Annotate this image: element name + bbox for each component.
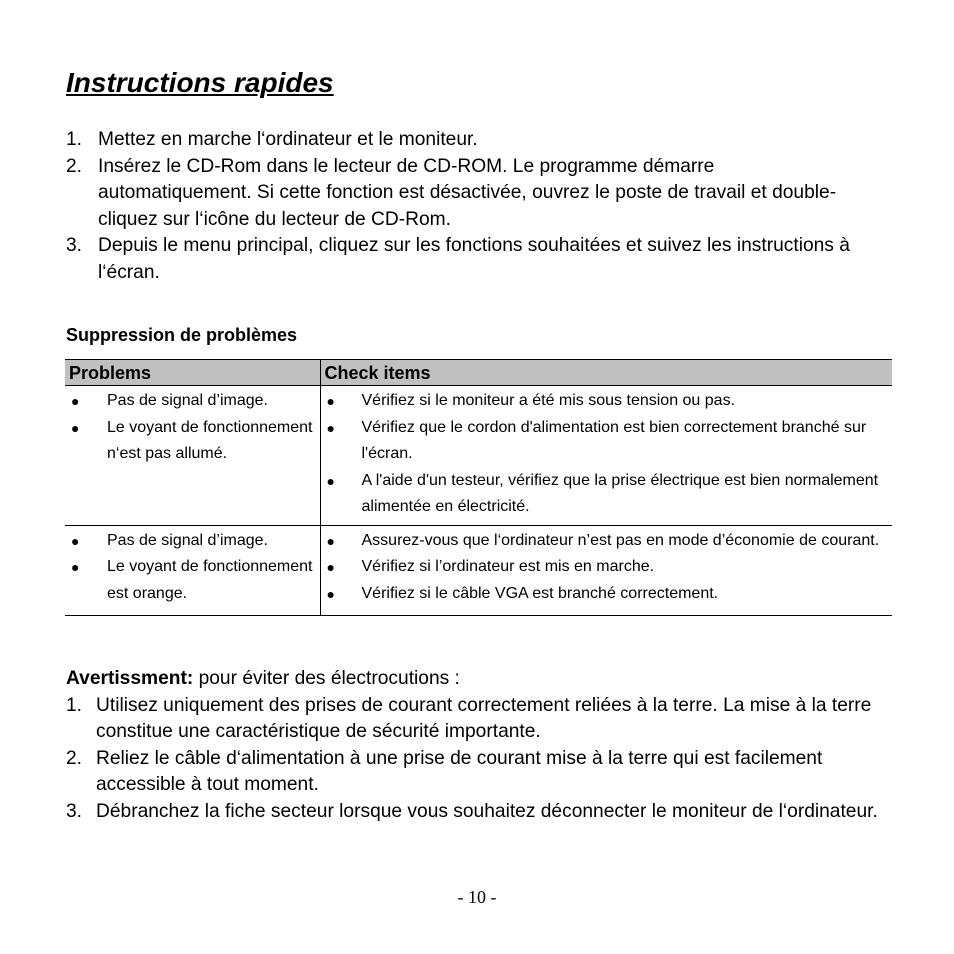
bullet-icon: ● xyxy=(326,532,335,549)
list-item xyxy=(321,415,893,468)
warning-number: 1. xyxy=(66,694,83,716)
list-item xyxy=(321,581,893,608)
step-item xyxy=(66,154,866,234)
warning-label: Avertissment: xyxy=(66,668,194,689)
bullet-icon: ● xyxy=(326,585,335,602)
problems-header: Problems xyxy=(65,360,320,386)
bullet-icon: ● xyxy=(326,419,335,436)
warning-text: Reliez le câble d‘alimentation à une prise de courant mise à la terre qui est facilement accessible à tout moment. xyxy=(96,747,823,795)
step-number: 3. xyxy=(66,235,83,256)
problem-text: Pas de signal d’image. xyxy=(107,392,268,409)
table-row xyxy=(65,386,892,526)
bullet-icon: ● xyxy=(326,472,335,489)
bullet-icon: ● xyxy=(71,419,80,436)
problem-text: Le voyant de fonctionnement est orange. xyxy=(107,558,313,602)
check-text: Vérifiez si l’ordinateur est mis en marche. xyxy=(361,558,655,575)
step-number: 1. xyxy=(66,129,83,150)
list-item xyxy=(65,554,320,607)
step-item xyxy=(66,127,866,154)
problems-cell xyxy=(65,525,320,616)
problems-cell xyxy=(65,386,320,526)
list-item xyxy=(65,388,320,415)
check-items-cell xyxy=(320,386,892,526)
warning-item xyxy=(66,799,896,826)
warning-lead xyxy=(66,666,896,693)
check-text: Assurez-vous que l‘ordinateur n’est pas en mode d’économie de courant. xyxy=(361,531,880,549)
troubleshooting-table xyxy=(65,359,892,616)
page-title: Instructions rapides xyxy=(66,67,334,98)
warning-text: Utilisez uniquement des prises de courant correctement reliées à la terre. La mise à la terre constitue une caractéristique de sécurité importante. xyxy=(96,694,872,742)
bullet-icon: ● xyxy=(326,393,335,409)
step-text: Insérez le CD-Rom dans le lecteur de CD-ROM. Le programme démarre automatiquement. Si cette fonction est désactivée, ouvrez le poste de travail et double-cliquez sur l‘icône du lecteur de CD-Rom. xyxy=(98,155,837,230)
list-item xyxy=(65,528,320,555)
bullet-icon: ● xyxy=(326,559,335,575)
warning-item xyxy=(66,693,896,746)
check-items-cell xyxy=(320,525,892,616)
check-text: A l'aide d'un testeur, vérifiez que la prise électrique est bien normalement alimentée en électricité. xyxy=(361,471,879,515)
table-row xyxy=(65,525,892,616)
list-item xyxy=(65,415,320,468)
warning-intro: pour éviter des électrocutions : xyxy=(193,668,460,689)
troubleshooting-title: Suppression de problèmes xyxy=(66,325,298,345)
check-text: Vérifiez si le câble VGA est branché correctement. xyxy=(361,584,719,602)
bullet-icon: ● xyxy=(71,393,80,409)
table-header-row xyxy=(65,360,892,386)
list-item xyxy=(321,468,893,521)
step-text: Depuis le menu principal, cliquez sur les fonctions souhaitées et suivez les instructions à l‘écran. xyxy=(98,235,850,283)
problem-text: Le voyant de fonctionnement n‘est pas allumé. xyxy=(107,418,313,462)
warning-number: 3. xyxy=(66,800,83,822)
check-text: Vérifiez que le cordon d'alimentation est bien correctement branché sur l'écran. xyxy=(361,418,867,462)
bullet-icon: ● xyxy=(71,532,80,549)
step-number: 2. xyxy=(66,155,83,177)
problem-text: Pas de signal d’image. xyxy=(107,531,268,549)
warning-item xyxy=(66,746,896,799)
bullet-icon: ● xyxy=(71,559,80,575)
step-item xyxy=(66,233,866,286)
warning-number: 2. xyxy=(66,747,83,769)
warning-text: Débranchez la fiche secteur lorsque vous souhaitez déconnecter le moniteur de l‘ordinateur. xyxy=(96,800,878,822)
warning-section xyxy=(66,666,896,825)
check-items-header: Check items xyxy=(320,360,892,386)
page-number: - 10 - xyxy=(457,887,497,907)
quick-steps-list xyxy=(66,127,866,286)
list-item xyxy=(321,388,893,415)
list-item xyxy=(321,554,893,581)
step-text: Mettez en marche l‘ordinateur et le moniteur. xyxy=(98,129,478,150)
list-item xyxy=(321,528,893,555)
check-text: Vérifiez si le moniteur a été mis sous tension ou pas. xyxy=(361,392,736,409)
